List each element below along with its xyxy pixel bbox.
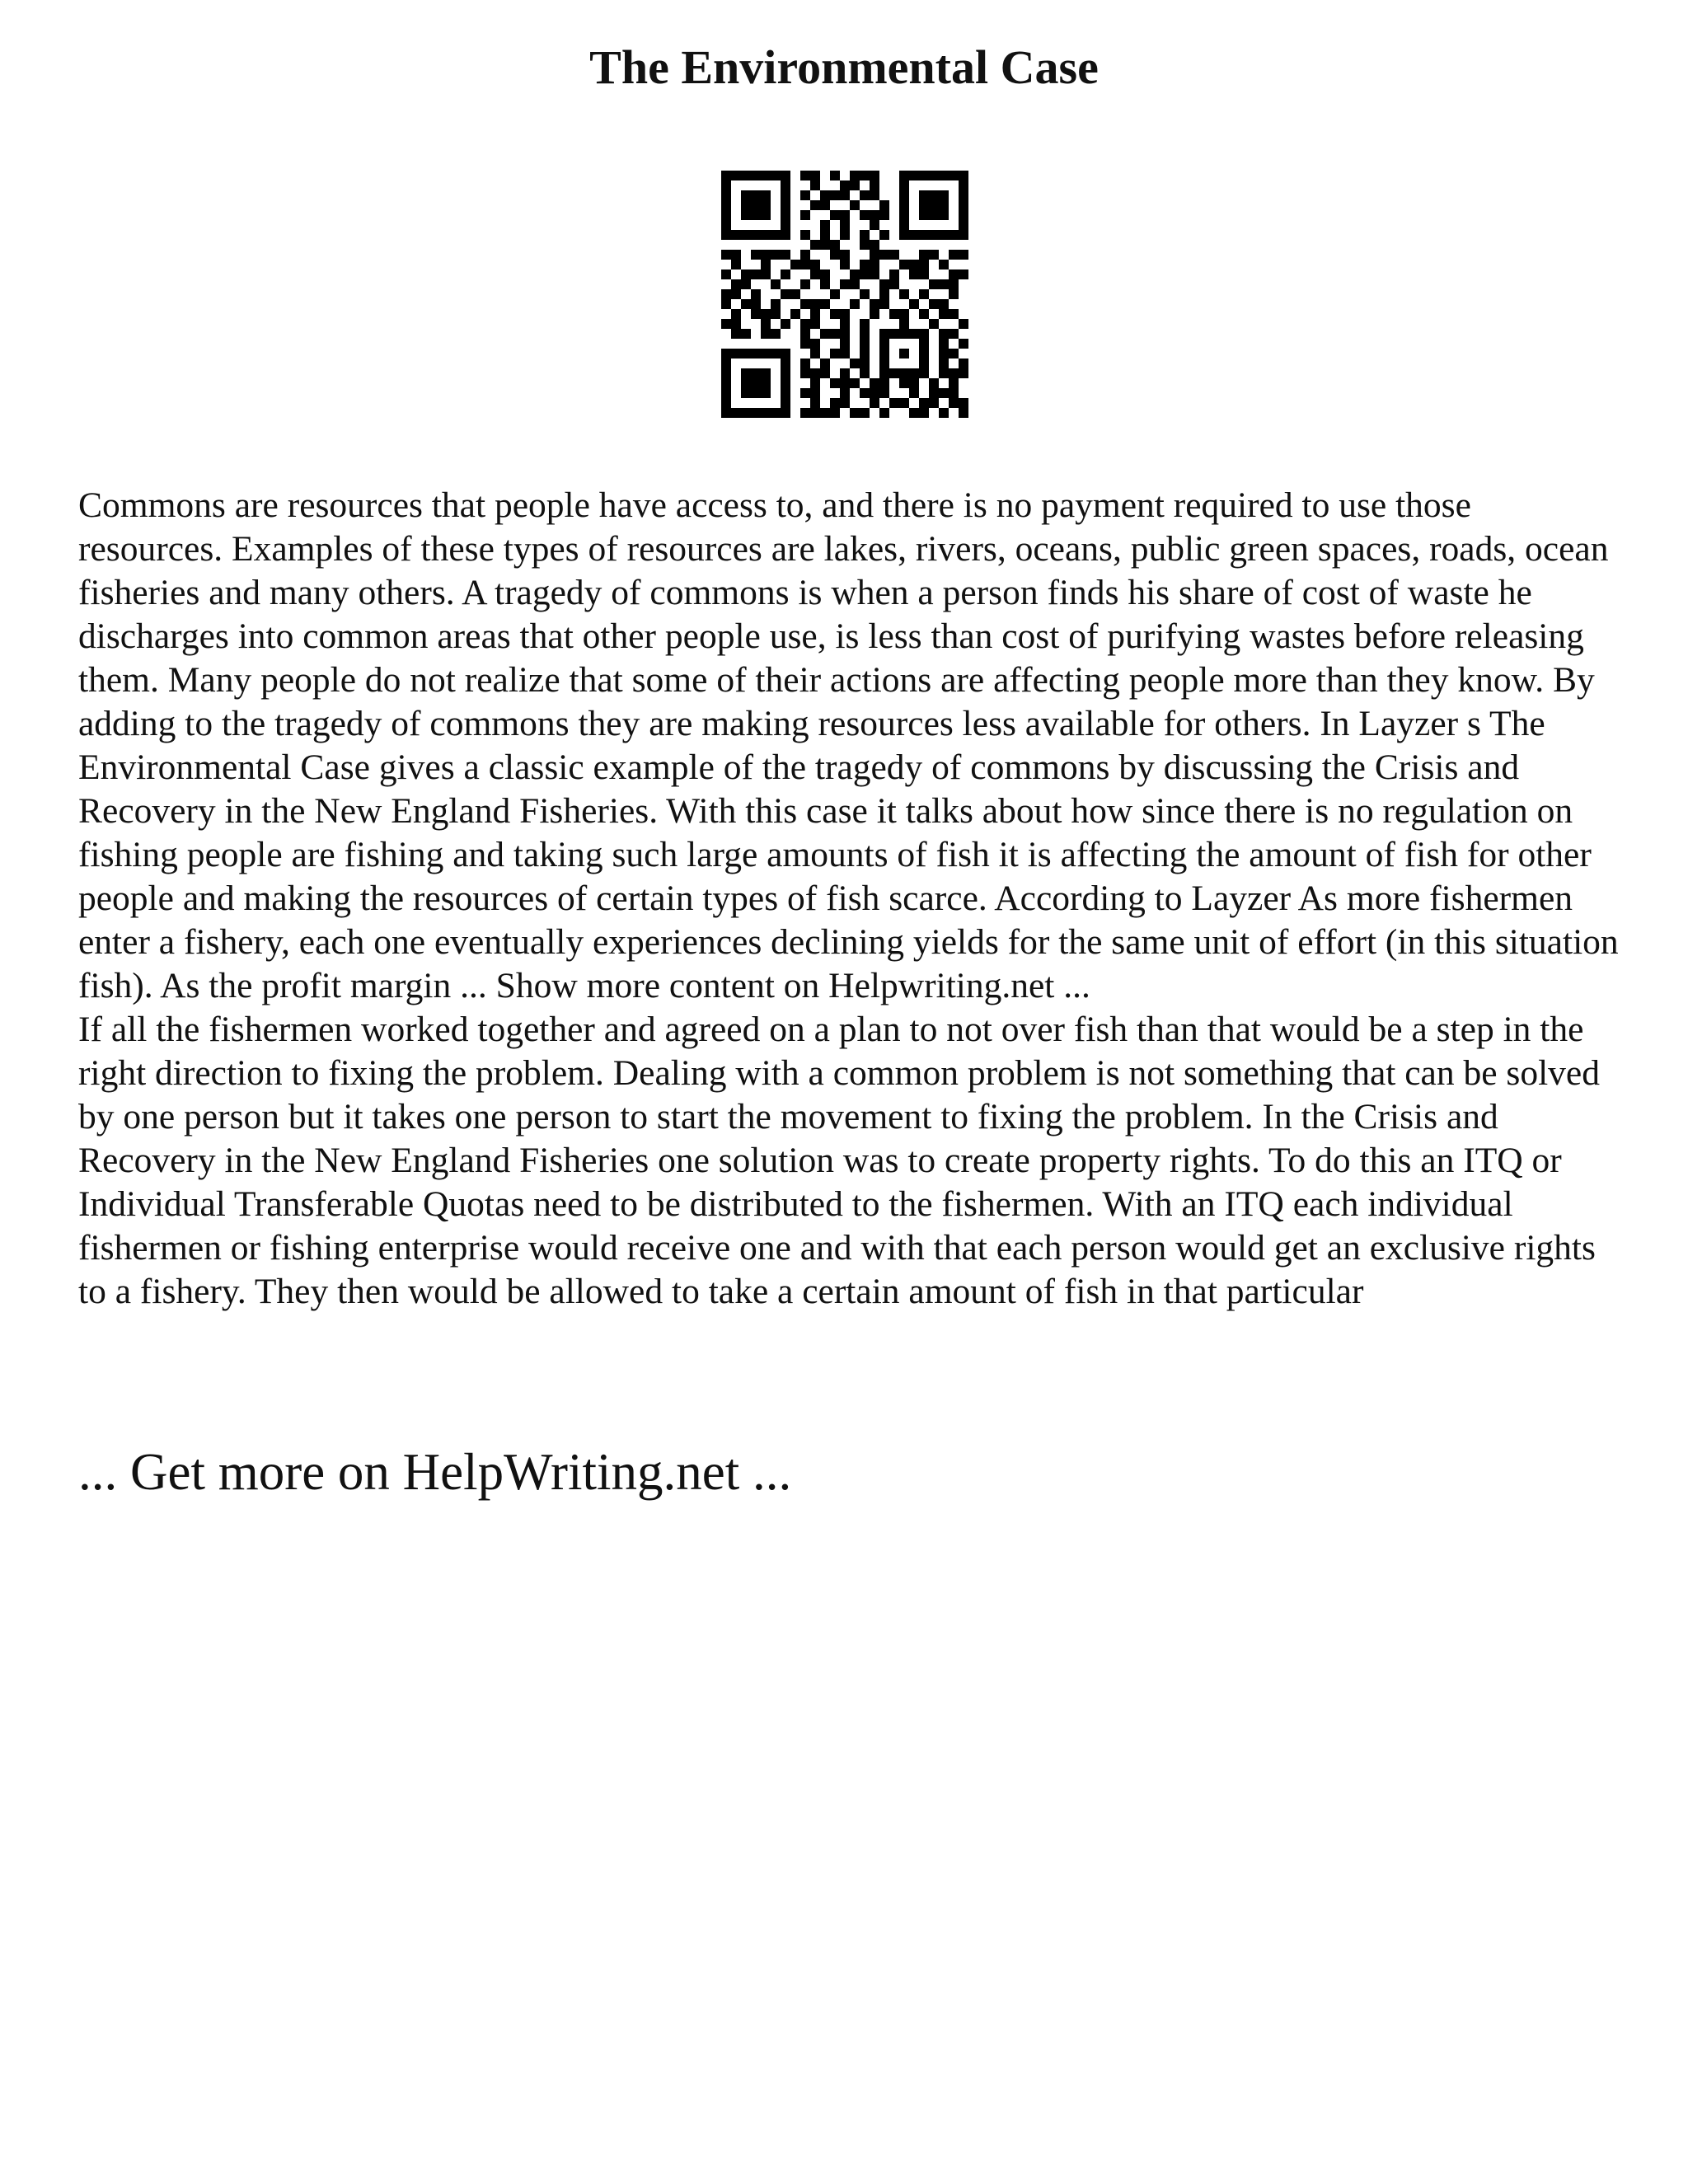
qr-code-image: [721, 171, 968, 418]
document-title: The Environmental Case: [589, 40, 1099, 94]
paragraph-1: Commons are resources that people have access to, and there is no payment required to use those resources. Examples of these types of resources are lakes, rivers, oceans, public green spaces, roads, ocean fisheries and many others. A tragedy of commons is when a person finds his share of cost of waste he discharges into common areas that other people use, is less than cost of purifying wastes before releasing them. Many people do not realize that some of their actions are affecting people more than they know. By adding to the tragedy of commons they are making resources less available for others. In Layzer s The Environmental Case gives a classic example of the tragedy of commons by discussing the Crisis and Recovery in the New England Fisheries. With this case it talks about how since there is no regulation on fishing people are fishing and taking such large amounts of fish it is affecting the amount of fish for other people and making the resources of certain types of fish scarce. According to Layzer As more fishermen enter a fishery, each one eventually experiences declining yields for the same unit of effort (in this situation fish). As the profit margin ... Show more content on Helpwriting.net ...: [78, 485, 1619, 1005]
article-body: [78, 484, 1620, 1314]
qr-code-graphic: [721, 171, 968, 418]
get-more-link[interactable]: ... Get more on HelpWriting.net ...: [78, 1443, 792, 1501]
paragraph-2: If all the fishermen worked together and agreed on a plan to not over fish than that would be a step in the right direction to fixing the problem. Dealing with a common problem is not something that can be solved by one person but it takes one person to start the movement to fixing the problem. In the Crisis and Recovery in the New England Fisheries one solution was to create property rights. To do this an ITQ or Individual Transferable Quotas need to be distributed to the fishermen. With an ITQ each individual fishermen or fishing enterprise would receive one and with that each person would get an exclusive rights to a fishery. They then would be allowed to take a certain amount of fish in that particular: [78, 1010, 1600, 1311]
